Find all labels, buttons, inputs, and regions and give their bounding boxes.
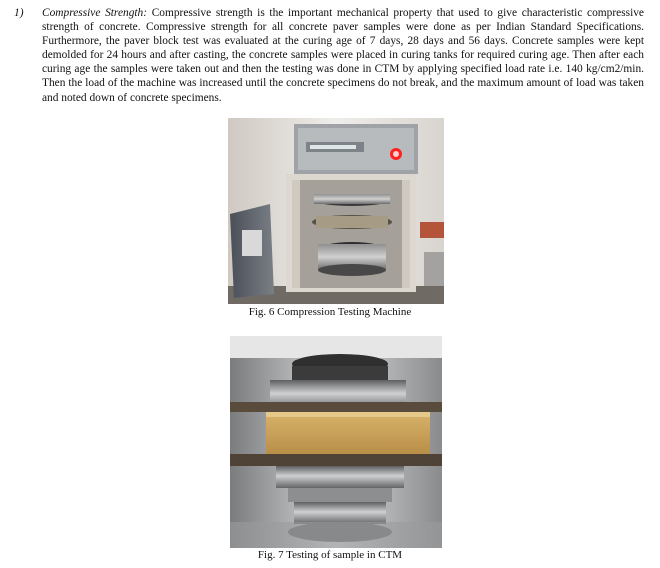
figure-7-caption: Fig. 7 Testing of sample in CTM xyxy=(257,549,403,561)
compression-testing-machine-photo xyxy=(228,118,444,304)
section-number: 1) xyxy=(14,7,24,19)
compressive-strength-section xyxy=(14,6,644,105)
sample-testing-photo xyxy=(230,336,442,548)
section-body: Compressive strength is the important mechanical property that used to give characteristic compressive strength of concrete. Compressive strength for all concrete paver samples were done as per Indian Standard Specifications. Furthermore, the paver block test was evaluated at the curing age of 7 days, 28 days and 56 days. Concrete samples were kept demolded for 24 hours and after casting, the concrete samples were placed in curing tanks for required curing age. Then after each curing age the samples were taken out and then the testing was done in CTM by applying specified load rate i.e. 140 kg/cm2/min. Then the load of the machine was increased until the concrete specimens do not break, and the maximum amount of load was taken and noted down of concrete specimens. xyxy=(42,7,644,104)
section-paragraph xyxy=(42,6,644,105)
section-heading: Compressive Strength: xyxy=(42,7,148,19)
figure-6-caption: Fig. 6 Compression Testing Machine xyxy=(248,306,412,318)
